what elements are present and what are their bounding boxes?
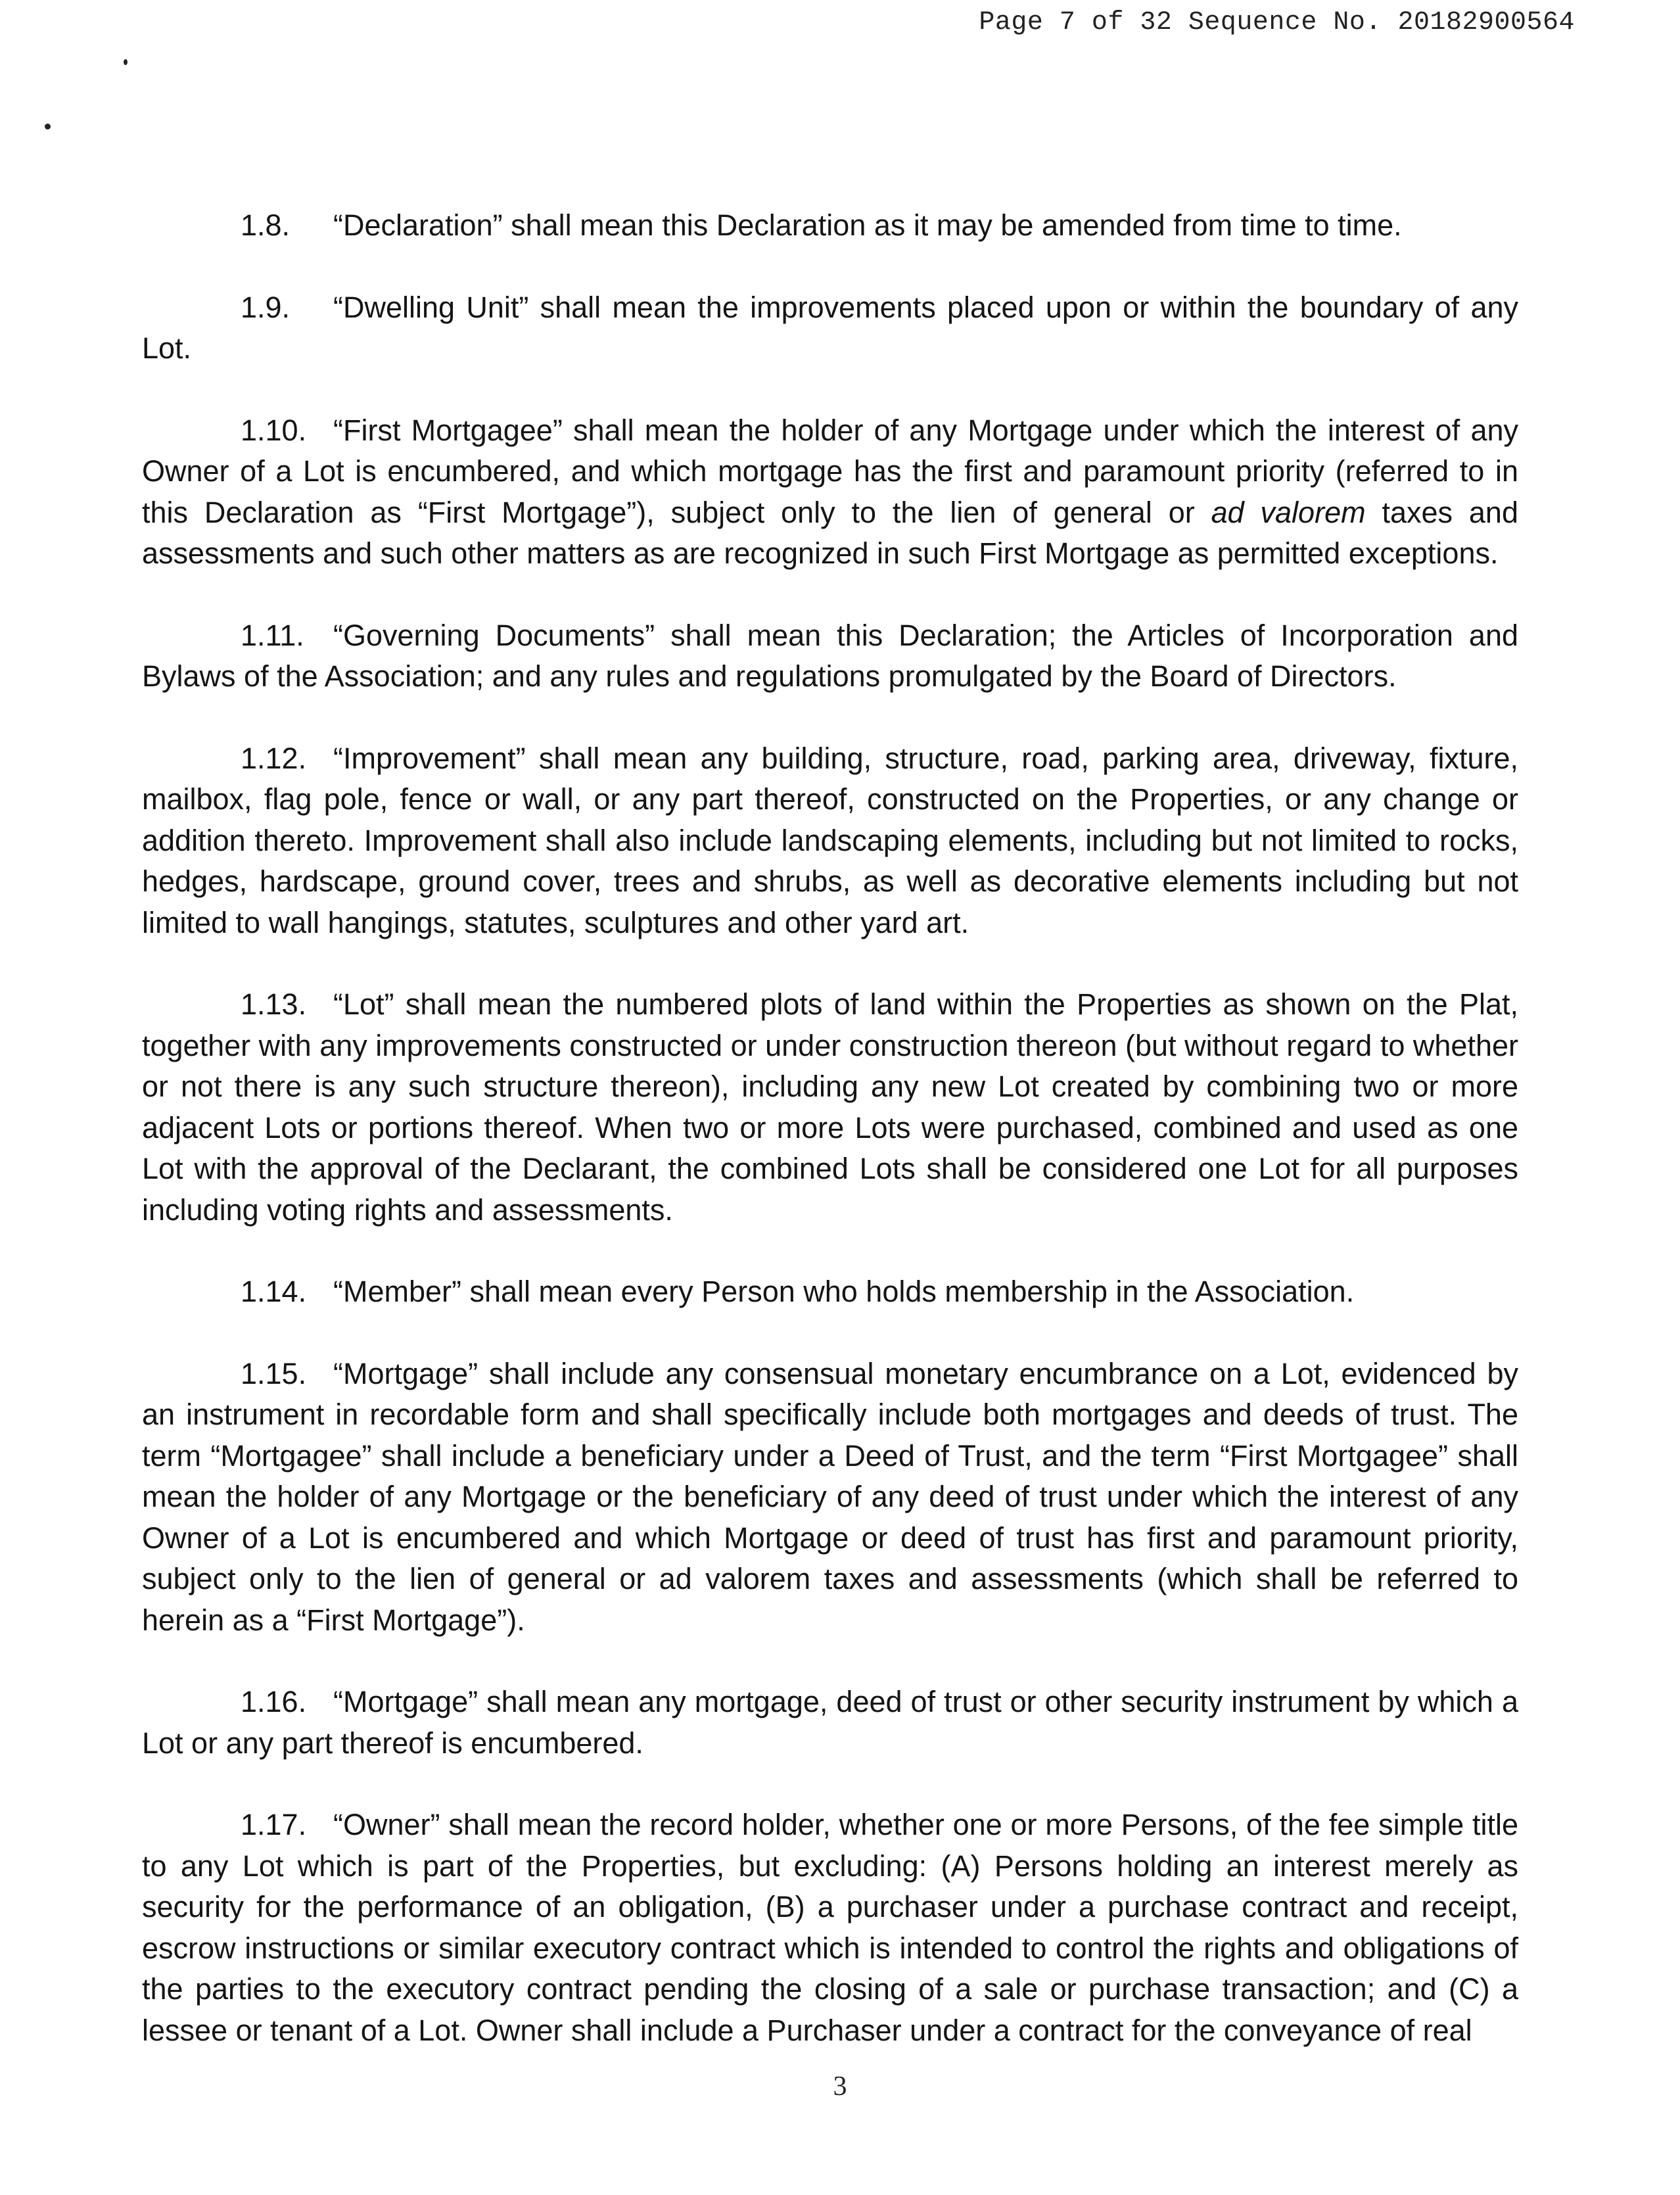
section-number: 1.14. (241, 1275, 307, 1308)
page-number: 3 (833, 2071, 847, 2102)
definition-1-17 (142, 1805, 1518, 2051)
definition-1-10 (142, 410, 1518, 575)
definition-1-16 (142, 1682, 1518, 1764)
section-number: 1.16. (241, 1685, 307, 1718)
section-text: “Lot” shall mean the numbered plots of land within the Properties as shown on the Plat, together with any improvements constructed or under construction thereon (but without regard to whether or not there is any such structure thereon), including any new Lot created by combining two or more adjacent Lots or portions thereof. When two or more Lots were purchased, combined and used as one Lot with the approval of the Declarant, the combined Lots shall be considered one Lot for all purposes including voting rights and assessments. (142, 987, 1518, 1227)
section-number: 1.13. (241, 987, 307, 1021)
section-text: taxes and assessments and such other matters as are recognized in such First Mortgage as permitted exceptions. (142, 495, 1518, 570)
section-text: “Dwelling Unit” shall mean the improvements placed upon or within the boundary of any Lot. (142, 290, 1518, 365)
section-number: 1.8. (241, 208, 291, 242)
definition-1-12 (142, 738, 1518, 944)
page-header: Page 7 of 32 Sequence No. 20182900564 (979, 8, 1575, 37)
section-text-italic: ad valorem (1211, 495, 1366, 529)
definition-1-13 (142, 984, 1518, 1231)
section-number: 1.9. (241, 290, 291, 324)
section-number: 1.10. (241, 413, 307, 447)
section-text: “First Mortgagee” shall mean the holder of any Mortgage under which the interest of any Owner of a Lot is encumbered, and which mortgage has the first and paramount priority (referred to in this Declaration as “First Mortgage”), subject only to the lien of general or (142, 413, 1518, 529)
section-text: “Mortgage” shall include any consensual monetary encumbrance on a Lot, evidenced by an instrument in recordable form and shall specifically include both mortgages and deeds of trust. The term “Mortgagee” shall include a beneficiary under a Deed of Trust, and the term “First Mortgagee” shall mean the holder of any Mortgage or the beneficiary of any deed of trust under which the interest of any Owner of a Lot is encumbered and which Mortgage or deed of trust has first and paramount priority, subject only to the lien of general or ad valorem taxes and assessments (which shall be referred to herein as a “First Mortgage”). (142, 1356, 1518, 1637)
section-text: “Declaration” shall mean this Declaration as it may be amended from time to time. (333, 208, 1402, 242)
section-text: “Improvement” shall mean any building, structure, road, parking area, driveway, fixture, mailbox, flag pole, fence or wall, or any part thereof, constructed on the Properties, or any change or addition thereto. Improvement shall also include landscaping elements, including but not limited to rocks, hedges, hardscape, ground cover, trees and shrubs, as well as decorative elements including but not limited to wall hangings, statutes, sculptures and other yard art. (142, 741, 1518, 939)
section-number: 1.11. (241, 618, 304, 652)
document-body (142, 205, 1518, 2051)
section-text: “Member” shall mean every Person who holds membership in the Association. (333, 1275, 1355, 1308)
definition-1-11 (142, 615, 1518, 697)
definition-1-9 (142, 287, 1518, 369)
scan-speck (45, 124, 51, 130)
scan-speck (124, 59, 128, 65)
section-text: “Governing Documents” shall mean this Declaration; the Articles of Incorporation and Bylaws of the Association; and any rules and regulations promulgated by the Board of Directors. (142, 618, 1518, 693)
definition-1-14 (142, 1271, 1518, 1313)
definition-1-15 (142, 1354, 1518, 1641)
section-number: 1.12. (241, 741, 307, 775)
definition-1-8 (142, 205, 1518, 247)
section-number: 1.15. (241, 1356, 307, 1390)
section-text: “Mortgage” shall mean any mortgage, deed of trust or other security instrument by which a Lot or any part thereof is encumbered. (142, 1685, 1518, 1760)
section-number: 1.17. (241, 1808, 307, 1841)
section-text: “Owner” shall mean the record holder, whether one or more Persons, of the fee simple title to any Lot which is part of the Properties, but excluding: (A) Persons holding an interest merely as security for the performance of an obligation, (B) a purchaser under a purchase contract and receipt, escrow instructions or similar executory contract which is intended to control the rights and obligations of the parties to the executory contract pending the closing of a sale or purchase transaction; and (C) a lessee or tenant of a Lot. Owner shall include a Purchaser under a contract for the conveyance of real (142, 1808, 1518, 2047)
